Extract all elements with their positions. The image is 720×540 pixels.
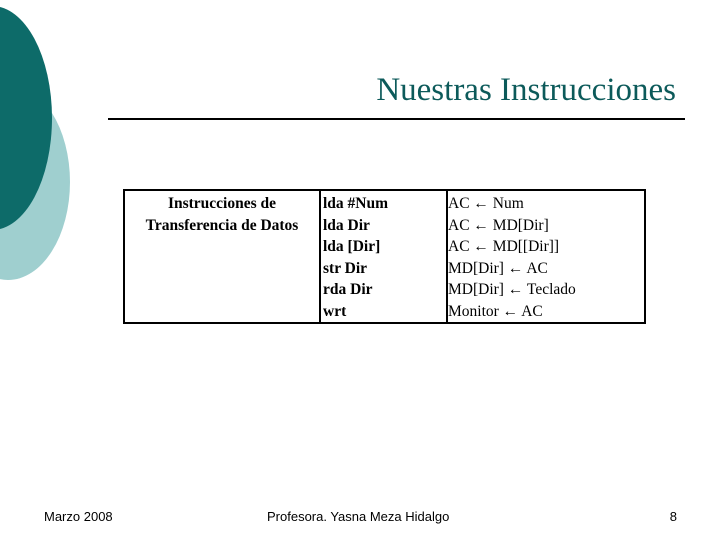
instructions-table	[123, 189, 646, 324]
instruction-item: rda Dir	[323, 281, 373, 298]
page-number: 8	[669, 509, 677, 524]
instruction-item: lda [Dir]	[323, 238, 381, 255]
operation-item: Monitor ← AC	[448, 302, 543, 320]
footer-author: Profesora. Yasna Meza Hidalgo	[267, 509, 450, 524]
operation-item: AC ← Num	[448, 195, 524, 212]
table-row	[124, 190, 645, 323]
slide-title: Nuestras Instrucciones	[376, 72, 676, 108]
decorative-circles	[0, 0, 120, 300]
group-label-line: Instrucciones de	[167, 195, 277, 212]
instruction-item: wrt	[323, 302, 347, 320]
footer-date: Marzo 2008	[44, 509, 113, 524]
group-label-line: Transferencia de Datos	[145, 216, 299, 234]
operation-item: AC ← MD[[Dir]]	[448, 238, 560, 255]
operation-item: MD[Dir] ← AC	[448, 259, 548, 277]
instruction-item: lda #Num	[323, 195, 389, 212]
instruction-item: lda Dir	[323, 216, 370, 234]
operation-item: AC ← MD[Dir]	[448, 216, 549, 234]
instructions-cell	[320, 190, 447, 323]
operation-item: MD[Dir] ← Teclado	[448, 281, 576, 298]
operations-cell	[447, 190, 645, 323]
title-underline	[108, 118, 685, 120]
group-label-cell	[124, 190, 320, 323]
instruction-item: str Dir	[323, 259, 368, 277]
